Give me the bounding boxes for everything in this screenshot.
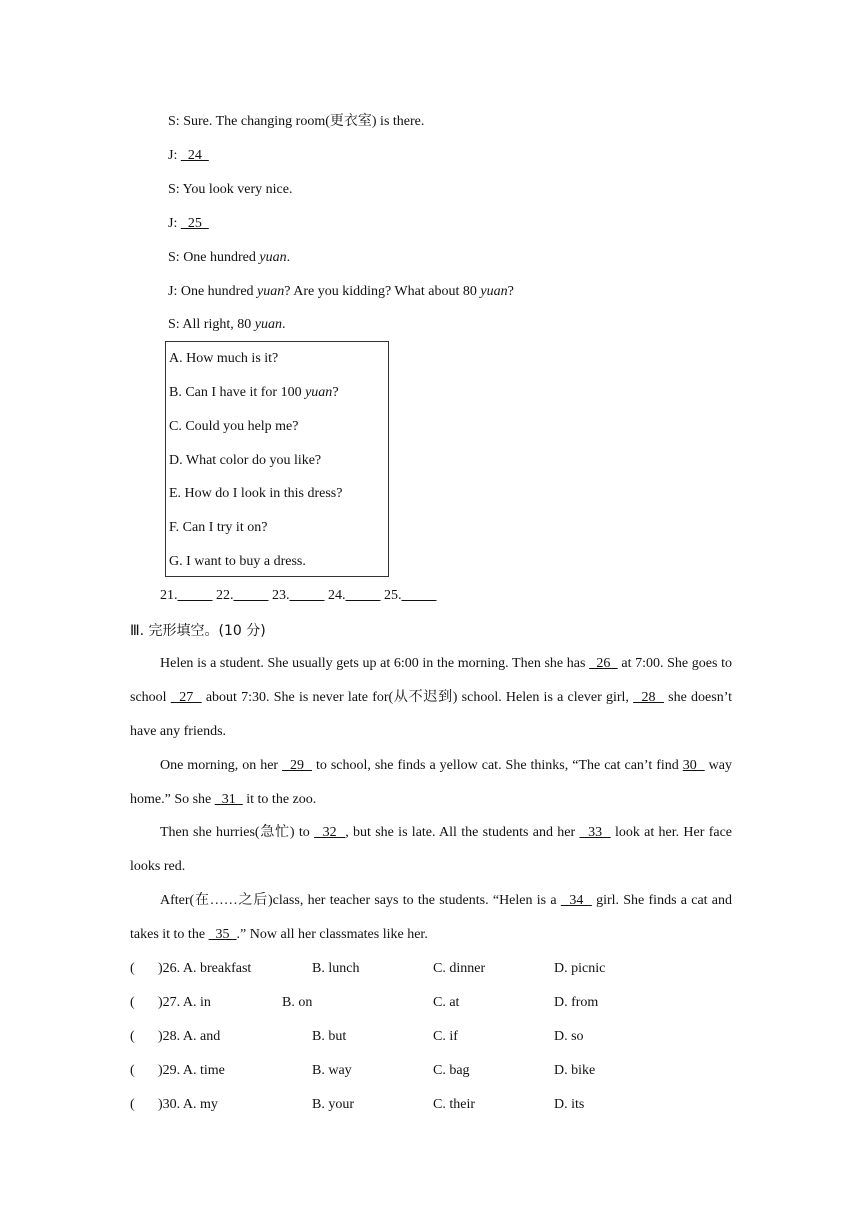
- cloze-blank: 28: [633, 690, 664, 705]
- answer-number: 25.: [384, 588, 402, 603]
- dialogue-line-7: S: All right, 80 yuan.: [168, 317, 286, 332]
- option-g: G. I want to buy a dress.: [169, 554, 306, 569]
- option-b: B. Can I have it for 100 yuan?: [169, 385, 339, 400]
- answer-blank: 25: [180, 216, 209, 231]
- dialogue-line-4: [168, 215, 209, 233]
- answer-number: 21.: [160, 588, 178, 603]
- answer-paren[interactable]: (: [130, 961, 135, 976]
- cloze-blank: 32: [314, 825, 346, 840]
- option-d: D. picnic: [554, 961, 606, 976]
- speaker: J:: [168, 216, 178, 231]
- cloze-blank: 34: [560, 893, 592, 908]
- option-c: C. their: [433, 1097, 475, 1112]
- option-d: D. its: [554, 1097, 585, 1112]
- answer-blank: 24: [180, 148, 209, 163]
- question-stem: )27. A. in: [158, 995, 211, 1010]
- cloze-blank: 29: [282, 758, 312, 773]
- option-a: A. How much is it?: [169, 351, 279, 366]
- dialogue-line-3: [168, 181, 292, 199]
- option-b: B. on: [282, 995, 313, 1010]
- answer-blank-line[interactable]: [234, 588, 269, 603]
- option-d: D. so: [554, 1029, 584, 1044]
- answer-blank-line[interactable]: [178, 588, 213, 603]
- cloze-blank: 35: [208, 927, 237, 942]
- section-title: Ⅲ. 完形填空。(10 分): [130, 623, 266, 639]
- passage-paragraph-1: Helen is a student. She usually gets up at 6:00 in the morning. Then she has 26 at 7:00. She goes to school 27 about 7:30. She is never late for(从不迟到) school. Helen is a clever girl, 28 she doesn’t have any friends.: [130, 656, 733, 739]
- dialogue-line-2: [168, 147, 209, 165]
- speaker: S:: [168, 250, 180, 265]
- speaker: J:: [168, 284, 178, 299]
- answer-blank-line[interactable]: [290, 588, 325, 603]
- options-box: [165, 341, 389, 577]
- dialogue-text: Sure. The changing room(更衣室) is there.: [179, 114, 425, 129]
- option-c: C. Could you help me?: [169, 419, 299, 434]
- passage-paragraph-3: Then she hurries(急忙) to 32 , but she is late. All the students and her 33 look at her. Her face looks red.: [130, 825, 733, 874]
- cloze-blank: 27: [170, 690, 202, 705]
- answer-paren[interactable]: (: [130, 1029, 135, 1044]
- dialogue-line-1: [168, 113, 424, 131]
- speaker: S:: [168, 182, 180, 197]
- answer-blank-line[interactable]: [402, 588, 437, 603]
- option-d: D. bike: [554, 1063, 596, 1078]
- answer-number: 24.: [328, 588, 346, 603]
- option-b: B. your: [312, 1097, 354, 1112]
- dialogue-text: You look very nice.: [179, 182, 293, 197]
- option-f: F. Can I try it on?: [169, 520, 268, 535]
- option-c: C. bag: [433, 1063, 470, 1078]
- option-c: C. dinner: [433, 961, 486, 976]
- option-b: B. but: [312, 1029, 347, 1044]
- answer-paren[interactable]: (: [130, 995, 135, 1010]
- question-stem: )28. A. and: [158, 1029, 221, 1044]
- answer-paren[interactable]: (: [130, 1097, 135, 1112]
- option-c: C. at: [433, 995, 460, 1010]
- passage-paragraph-2: One morning, on her 29 to school, she finds a yellow cat. She thinks, “The cat can’t find 30 way home.” So she 31 it to the zoo.: [130, 758, 733, 807]
- option-c: C. if: [433, 1029, 458, 1044]
- cloze-blank: 31: [214, 792, 243, 807]
- option-d: D. from: [554, 995, 599, 1010]
- option-b: B. way: [312, 1063, 352, 1078]
- speaker: J:: [168, 148, 178, 163]
- passage-paragraph-4: After(在……之后)class, her teacher says to the students. “Helen is a 34 girl. She finds a cat and takes it to the 35 .” Now all her classmates like her.: [130, 893, 733, 942]
- answer-paren[interactable]: (: [130, 1063, 135, 1078]
- dialogue-line-6: J: One hundred yuan? Are you kidding? What about 80 yuan?: [168, 284, 514, 299]
- question-stem: )26. A. breakfast: [158, 961, 252, 976]
- answer-number: 22.: [216, 588, 234, 603]
- question-stem: )30. A. my: [158, 1097, 218, 1112]
- option-b: B. lunch: [312, 961, 360, 976]
- cloze-blank: 26: [589, 656, 618, 671]
- cloze-blank: 30: [682, 758, 705, 773]
- answer-number: 23.: [272, 588, 290, 603]
- speaker: S:: [168, 317, 180, 332]
- option-e: E. How do I look in this dress?: [169, 486, 343, 501]
- answer-blank-line[interactable]: [346, 588, 381, 603]
- cloze-blank: 33: [579, 825, 611, 840]
- option-d: D. What color do you like?: [169, 453, 322, 468]
- answer-blanks-row: [160, 588, 437, 604]
- question-stem: )29. A. time: [158, 1063, 225, 1078]
- speaker: S:: [168, 114, 180, 129]
- dialogue-line-5: S: One hundred yuan.: [168, 250, 291, 265]
